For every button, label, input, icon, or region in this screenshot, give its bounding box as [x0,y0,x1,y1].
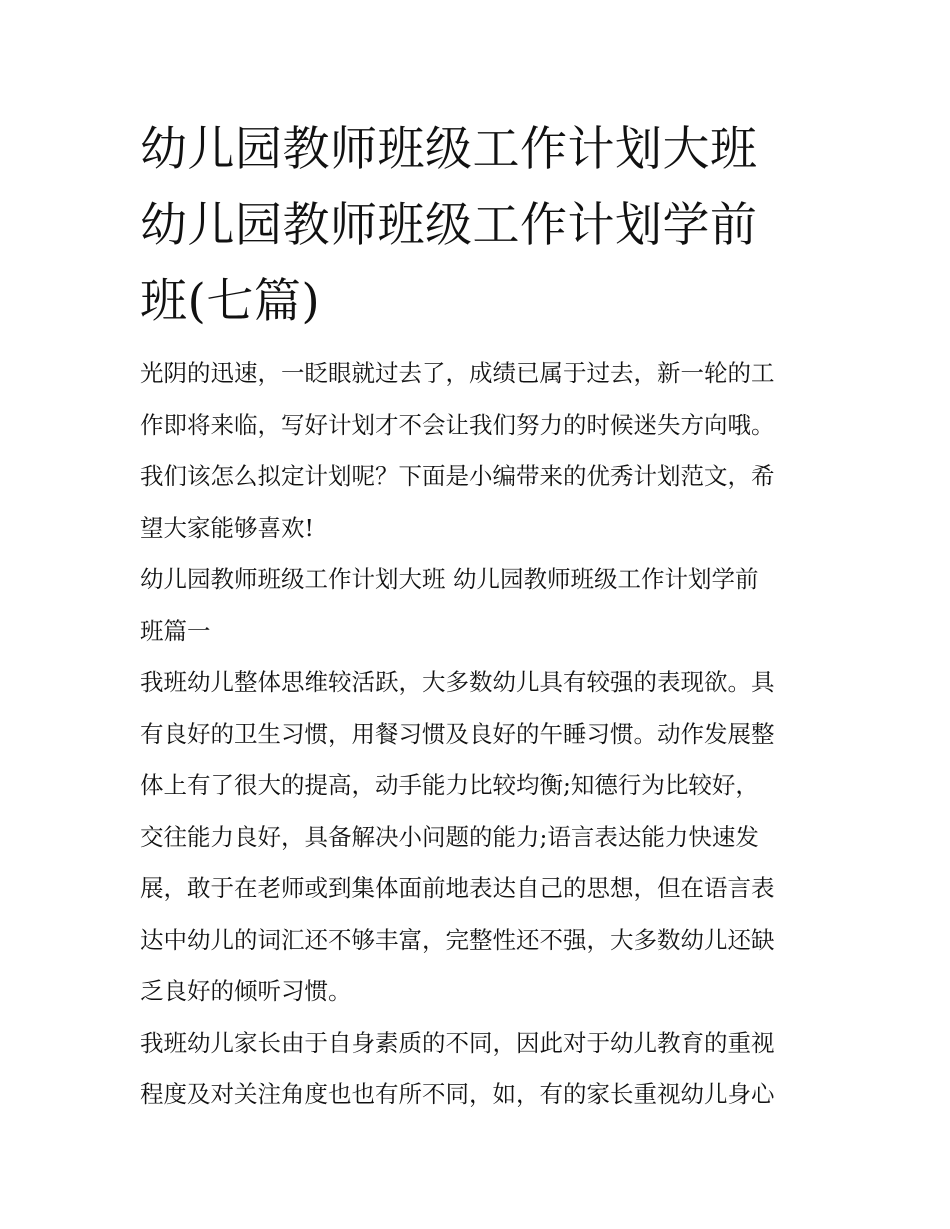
document-title [140,112,815,340]
title-line: 班(七篇) [140,274,321,329]
body-line: 作即将来临，写好计划才不会让我们努力的时候迷失方向哦。 [140,410,775,439]
body-line: 交往能力良好，具备解决小问题的能力;语言表达能力快速发 [140,822,759,851]
body-line: 光阴的迅速，一眨眼就过去了，成绩已属于过去，新一轮的工 [140,359,775,387]
body-line: 我班幼儿整体思维较活跃，大多数幼儿具有较强的表现欲。具 [140,668,775,696]
body-line: 我们该怎么拟定计划呢？下面是小编带来的优秀计划范文，希 [140,462,775,490]
document-page [140,112,815,1121]
body-line: 望大家能够喜欢! [140,513,314,542]
body-line: 有良好的卫生习惯，用餐习惯及良好的午睡习惯。动作发展整 [140,719,775,748]
body-line: 体上有了很大的提高，动手能力比较均衡;知德行为比较好， [140,771,759,799]
body-line: 我班幼儿家长由于自身素质的不同，因此对于幼儿教育的重视 [140,1028,775,1057]
title-line: 幼儿园教师班级工作计划大班 [140,122,758,177]
document-body [140,348,815,1121]
title-line: 幼儿园教师班级工作计划学前 [140,198,758,253]
body-line: 程度及对关注角度也也有所不同，如，有的家长重视幼儿身心 [140,1080,775,1108]
section-heading-line: 幼儿园教师班级工作计划大班 幼儿园教师班级工作计划学前 [140,565,759,593]
body-line: 展，敢于在老师或到集体面前地表达自己的思想，但在语言表 [140,874,775,902]
body-line: 达中幼儿的词汇还不够丰富，完整性还不强，大多数幼儿还缺 [140,925,775,954]
body-line: 乏良好的倾听习惯。 [140,977,352,1005]
section-heading-line: 班篇一 [140,616,211,645]
